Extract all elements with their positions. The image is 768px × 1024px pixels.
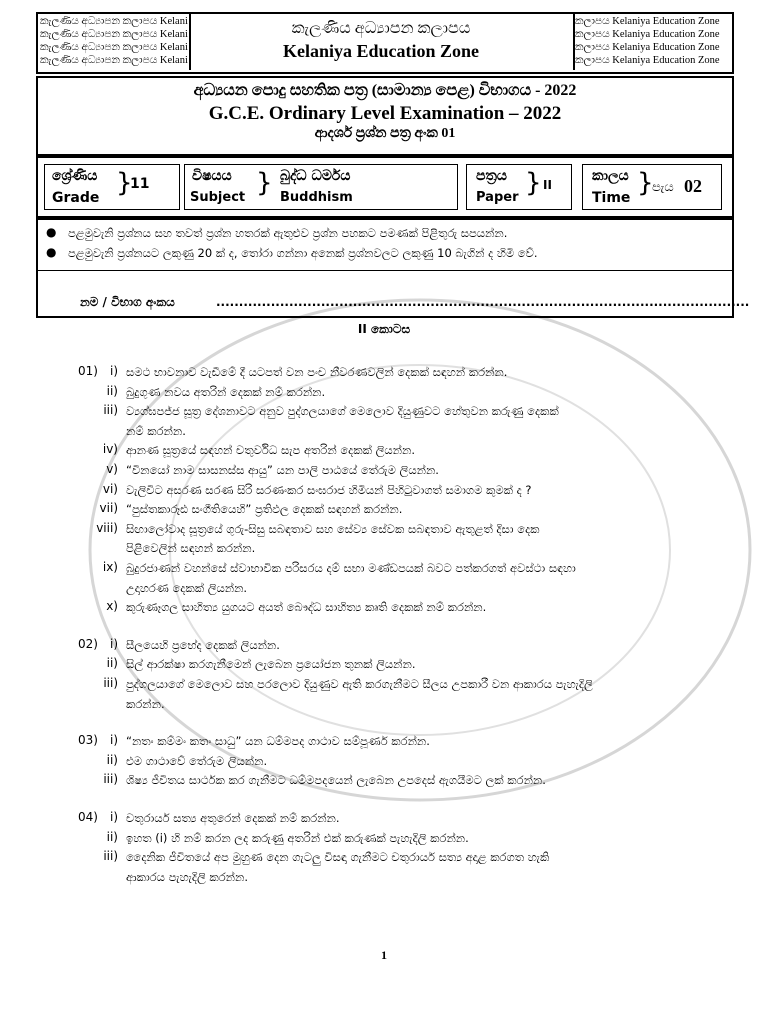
sub-question-label: vii) [99,501,118,516]
subject-label-en: Subject [190,190,246,205]
name-field-label: නම / විභාග අංකය [80,295,175,309]
time-label-en: Time [592,190,631,206]
paper-value: II [543,178,552,192]
sub-question-text: පිළිවෙලින් සඳහන් කරන්න. [126,541,256,556]
sub-question-text: නම් කරන්න. [126,423,186,438]
exam-title-en: G.C.E. Ordinary Level Examination – 2022 [208,103,562,124]
time-unit: පැය [652,180,674,195]
instruction-1: පළමුවැනි ප්‍රශ්නය සහ තවත් ප්‍රශ්න හතරක් ඇතුළුව ප්‍රශ්න පහකට පමණක් පිළිතුරු සපයන්න. [68,226,508,240]
sub-question-text: චතුරාර්ය සත්‍ය අතුරෙන් දෙකක් නම් කරන්න. [126,811,340,825]
paper-brace-icon: } [525,168,542,198]
sub-question-text: වැලිවිට අසරණ සරණ සිරි සරණංකර සංඝරාජ හිමියන් පිහිටුවාගත් සමාගම කුමක් ද ? [126,482,532,497]
sub-question-text: උදාහරණ දෙකක් ලියන්න. [126,580,248,595]
bullet-icon: ● [46,245,57,259]
sub-question-label: i) [109,810,118,824]
sub-question-text: “විනයෝ නාම සාසනස්ස ආයු” යන පාලි පාඨයේ තේරුම ලියන්න. [126,463,439,477]
sub-question-text: ආකාරය පැහැදිලි කරන්න. [126,869,248,884]
model-paper-number: ආදර්ශ ප්‍රශ්න පත්‍ර අංක 01 [314,126,456,141]
subject-brace-icon: } [256,168,273,198]
sub-question-label: iii) [103,403,118,418]
sub-question-label: ii) [106,656,118,671]
sub-question-text: කරන්න. [126,696,165,711]
sub-question-text: ඉහත (i) හි නම් කරන ලද කරුණු අතරින් එක් කරුණක් පැහැදිලි කරන්න. [126,830,469,845]
sub-question-text: පුද්ගලයාගේ මෙලොව සහ පරලොව දියුණුව ඇති කරගැනීමට සීලය උපකාරී වන ආකාරය පැහැදිලි [126,677,593,691]
sub-question-text: ආනණ සූත්‍රයේ සඳහන් චතුර්විධ සැප අතරින් දෙකක් ලියන්න. [126,443,415,458]
section-title: II කොටස [357,322,411,336]
instruction-2: පළමුවැනි ප්‍රශ්නයට ලකුණු 20 ක් ද, තෝරා ගන්නා අනෙක් ප්‍රශ්නවලට ලකුණු 10 බැගින් ද හිමි වේ. [68,246,538,260]
sub-question-text: “නතං කම්මං කතං සාධු” යන ධම්මපද ගාථාව සම්පූර්ණ කරන්න. [126,734,430,749]
sub-question-label: iv) [102,442,118,457]
sub-question-label: iii) [103,849,118,864]
page-number: 1 [381,948,387,962]
grade-brace-icon: } [116,168,133,198]
sub-question-label: viii) [96,520,118,535]
sub-question-text: සිඟාලෝවාද සූත්‍රයේ ගුරු-සිසු සබඳතාව සහ සේව්‍ය සේවක සබඳතාව ඇතුළත් දිසා දෙක [126,521,540,536]
subject-value-si: බුද්ධ ධර්මය [280,168,351,184]
grade-label-si: ශ්‍රේණිය [52,168,98,184]
sub-question-label: i) [109,636,118,651]
time-label-si: කාලය [592,168,629,184]
time-value: 02 [684,176,702,196]
sub-question-label: iii) [103,772,118,787]
sub-question-text: දෛනික ජීවිතයේ අප මුහුණ දෙන ගැටලු විසඳා ගැනීමට චතුරාර්ය සත්‍ය අදාළ කරගත හැකි [126,850,550,865]
name-field-line[interactable]: ..................................................................................................................... [216,295,750,309]
subject-value-en: Buddhism [280,190,353,205]
sub-question-label: iii) [103,676,118,690]
exam-title-si: අධ්‍යයන පොදු සහතික පත්‍ර (සාමාන්‍ය පෙළ) විභාගය - 2022 [193,82,577,99]
zone-side-right: කලාපය Kelaniya Education Zone කලාපය Kelaniya Education Zone කලාපය Kelaniya Education Zone කලාපය Kelaniya Education Zone [575,16,720,66]
question-number: 04) [78,810,98,824]
sub-question-label: x) [106,599,118,614]
question-number: 01) [78,364,98,378]
sub-question-label: ii) [106,752,118,767]
time-brace-icon: } [637,168,654,198]
subject-label-si: විෂයය [192,168,232,184]
sub-question-text: ශිෂ්‍ය ජීවිතය සාර්ථක කර ගැනීමට ධම්මපදයෙන් ලැබෙන උපදෙස් ඇගයීමට ලක් කරන්න. [126,773,546,788]
zone-side-left: කැලණිය අධ්‍යාපන කලාපය Kelani කැලණිය අධ්‍යාපන කලාපය Kelani කැලණිය අධ්‍යාපන කලාපය Kelani කැලණිය අධ්‍යාපන කලාපය Kelani [40,16,188,66]
sub-question-text: සමථ භාවනාව වැඩීමේ දී යටපත් වන පංච නීවරණවලින් දෙකක් සඳහන් කරන්න. [126,365,508,379]
grade-value: 11 [130,176,150,192]
grade-label-en: Grade [52,190,100,206]
sub-question-label: i) [109,733,118,748]
paper-label-en: Paper [476,190,519,205]
zone-title-si: කැලණිය අධ්‍යාපන කලාපය [291,20,471,37]
question-number: 02) [78,636,98,651]
sub-question-text: එම ගාථාවේ තේරුම ලියන්න. [126,753,268,768]
sub-question-label: ix) [102,560,118,574]
zone-title-en: Kelaniya Education Zone [282,41,480,61]
bullet-icon: ● [46,225,57,239]
sub-question-label: ii) [106,383,118,398]
sub-question-label: i) [109,364,118,378]
sub-question-label: ii) [106,829,118,844]
paper-label-si: පත්‍රය [476,168,507,184]
sub-question-text: සිල් ආරක්ෂා කරගැනීමෙන් ලැබෙන ප්‍රයෝජන තුනක් ලියන්න. [126,657,416,672]
sub-question-text: ව්‍යග්ඝපජ්ජ සූත්‍ර දේශනාවට අනුව පුද්ගලයාගේ මෙලොව දියුණුවට හේතුවන කරුණු දෙකක් [126,404,559,419]
sub-question-label: v) [106,462,118,476]
sub-question-text: “පුස්තකාරූඪ සංගීතියෙහි” ප්‍රතිඵල දෙකක් සඳහන් කරන්න. [126,502,403,517]
question-number: 03) [78,733,98,748]
sub-question-text: බුදුගුණ නවය අතරින් දෙකක් නම් කරන්න. [126,384,326,399]
sub-question-text: කුරුණෑගල සාහිත්‍ය යුගයට අයත් බෞද්ධ සාහිත්‍ය කෘති දෙකක් නම් කරන්න. [126,600,487,615]
sub-question-label: vi) [102,481,118,496]
instructions-divider [36,270,734,271]
sub-question-text: සීලයෙහි ප්‍රභේද දෙකක් ලියන්න. [126,637,280,652]
sub-question-text: බුදුරජාණන් වහන්සේ ස්වාභාවික පරිසරය දම් සභා මණ්ඩපයක් බවට පත්කරගත් අවස්ථා සඳහා [126,561,576,575]
